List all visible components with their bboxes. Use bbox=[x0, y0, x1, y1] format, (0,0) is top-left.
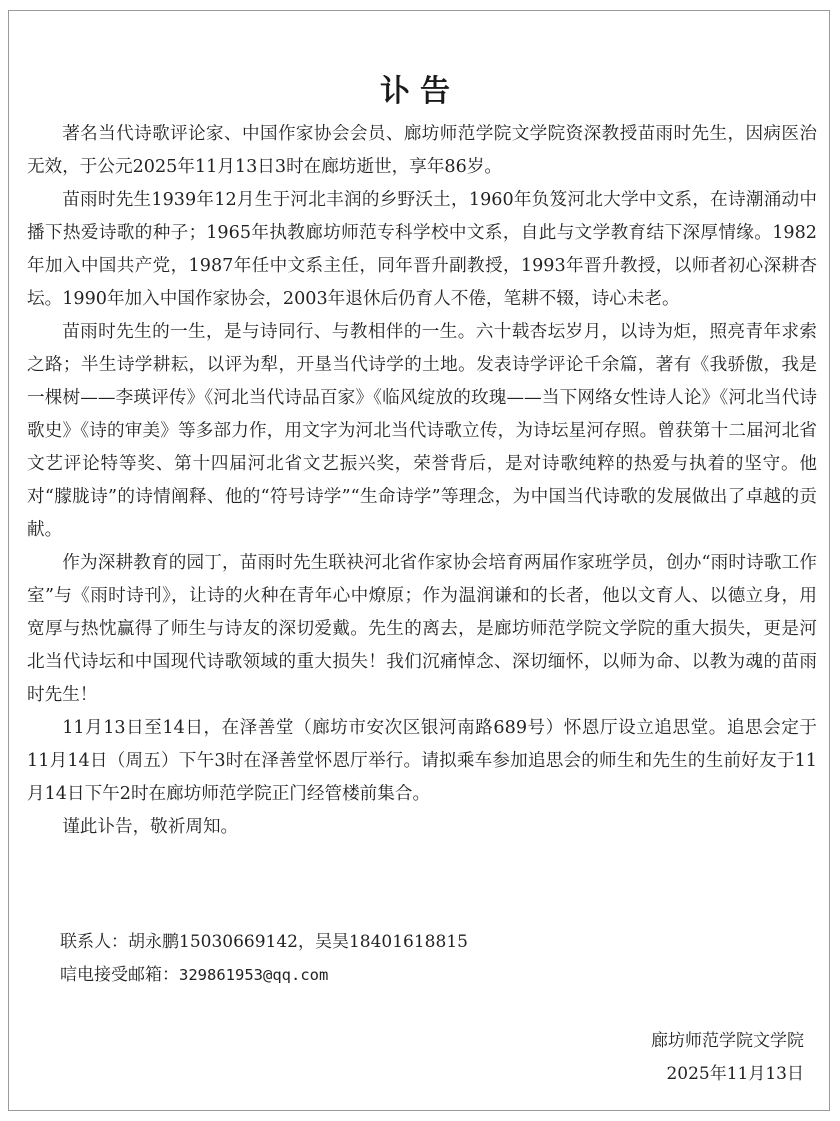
email-label: 唁电接受邮箱： bbox=[60, 965, 179, 985]
email-address: 329861953@qq.com bbox=[179, 966, 329, 984]
contact-persons: 联系人：胡永鹏15030669142，吴昊18401618815 bbox=[60, 932, 468, 952]
issuing-organization: 廊坊师范学院文学院 bbox=[651, 1031, 804, 1051]
paragraph-closing: 谨此讣告，敬祈周知。 bbox=[62, 817, 239, 837]
paragraph-legacy: 作为深耕教育的园丁，苗雨时先生联袂河北省作家协会培育两届作家班学员，创办“雨时诗歌工作室”与《雨时诗刊》，让诗的火种在青年心中燎原；作为温润谦和的长者，他以文育人、以德立身，用宽厚与热忱赢得了师生与诗友的深切爱戴。先生的离去，是廊坊师范学院文学院的重大损失，更是河北当代诗坛和中国现代诗歌领域的重大损失！我们沉痛悼念、深切缅怀，以师为命、以教为魂的苗雨时先生！ bbox=[27, 553, 817, 705]
paragraph-announcement: 著名当代诗歌评论家、中国作家协会会员、廊坊师范学院文学院资深教授苗雨时先生，因病医治无效，于公元2025年11月13日3时在廊坊逝世，享年86岁。 bbox=[27, 124, 817, 177]
signature-block bbox=[651, 1025, 804, 1091]
paragraph-memorial-arrangements: 11月13日至14日，在泽善堂（廊坊市安次区银河南路689号）怀恩厅设立追思堂。追思会定于11月14日（周五）下午3时在泽善堂怀恩厅举行。请拟乘车参加追思会的师生和先生的生前好友于11月14日下午2时在廊坊师范学院正门经管楼前集合。 bbox=[27, 718, 817, 804]
issue-date: 2025年11月13日 bbox=[666, 1064, 804, 1084]
obituary-body bbox=[27, 118, 817, 844]
page-title: 讣告 bbox=[380, 74, 460, 109]
paragraph-biography: 苗雨时先生1939年12月生于河北丰润的乡野沃土，1960年负笈河北大学中文系，在诗潮涌动中播下热爱诗歌的种子；1965年执教廊坊师范专科学校中文系，自此与文学教育结下深厚情缘。1982年加入中国共产党，1987年任中文系主任，同年晋升副教授，1993年晋升教授，以师者初心深耕杏坛。1990年加入中国作家协会，2003年退休后仍育人不倦，笔耕不辍，诗心未老。 bbox=[27, 190, 817, 309]
contact-section bbox=[60, 926, 468, 992]
paragraph-achievements: 苗雨时先生的一生，是与诗同行、与教相伴的一生。六十载杏坛岁月，以诗为炬，照亮青年求索之路；半生诗学耕耘，以评为犁，开垦当代诗学的土地。发表诗学评论千余篇，著有《我骄傲，我是一棵树——李瑛评传》《河北当代诗品百家》《临风绽放的玫瑰——当下网络女性诗人论》《河北当代诗歌史》《诗的审美》等多部力作，用文字为河北当代诗歌立传，为诗坛星河存照。曾获第十二届河北省文艺评论特等奖、第十四届河北省文艺振兴奖，荣誉背后，是对诗歌纯粹的热爱与执着的坚守。他对“朦胧诗”的诗情阐释、他的“符号诗学”“生命诗学”等理念，为中国当代诗歌的发展做出了卓越的贡献。 bbox=[27, 322, 817, 540]
condolence-email-line bbox=[60, 959, 468, 992]
